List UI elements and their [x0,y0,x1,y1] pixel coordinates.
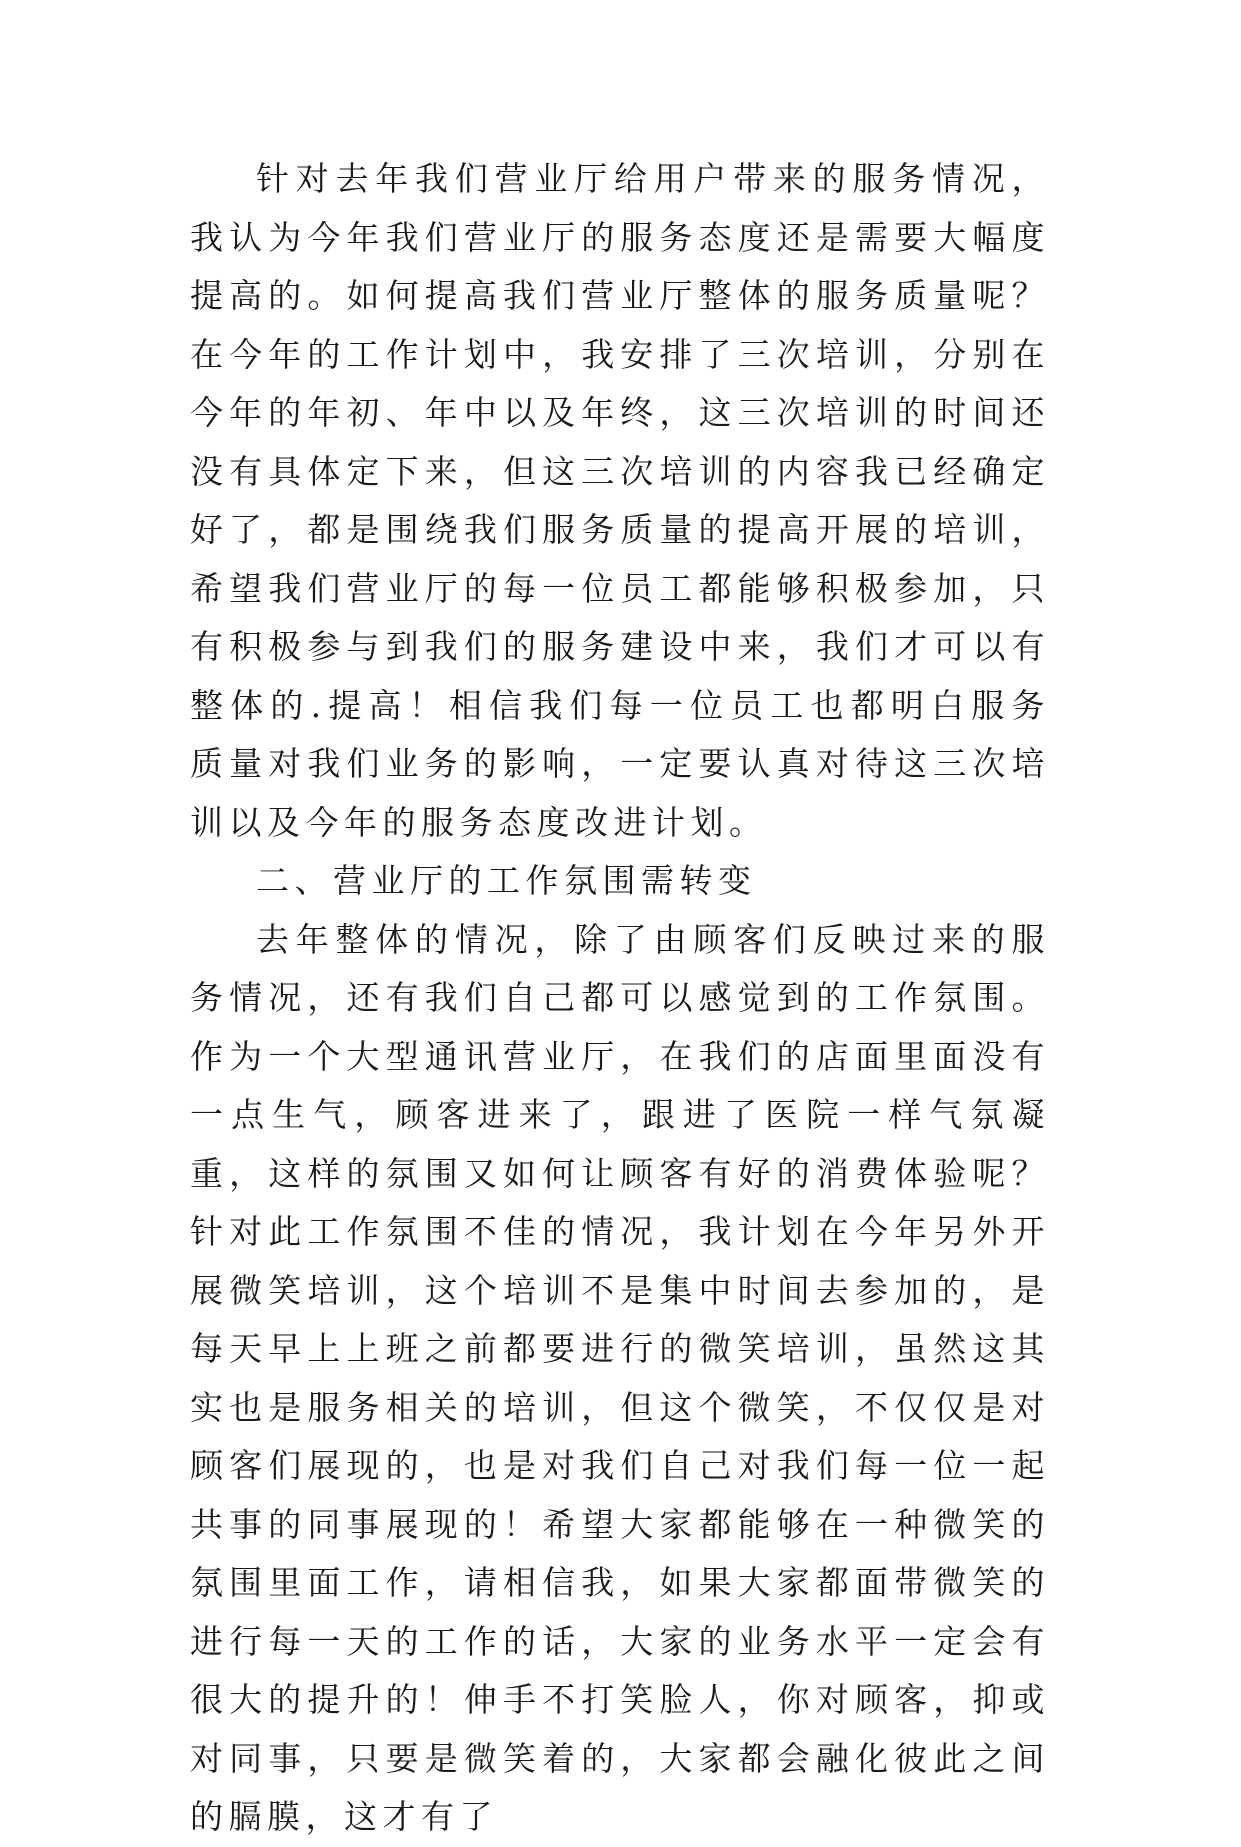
section-heading-work-atmosphere: 二、营业厅的工作氛围需转变 [256,861,757,900]
paragraph-work-atmosphere: 去年整体的情况，除了由顾客们反映过来的服务情况，还有我们自己都可以感觉到的工作氛围。作为一个大型通讯营业厅，在我们的店面里面没有一点生气，顾客进来了，跟进了医院一样气氛凝重，这样的氛围又如何让顾客有好的消费体验呢？针对此工作氛围不佳的情况，我计划在今年另外开展微笑培训，这个培训不是集中时间去参加的，是每天早上上班之前都要进行的微笑培训，虽然这其实也是服务相关的培训，但这个微笑，不仅仅是对顾客们展现的，也是对我们自己对我们每一位一起共事的同事展现的！希望大家都能够在一种微笑的氛围里面工作，请相信我，如果大家都面带微笑的进行每一天的工作的话，大家的业务水平一定会有很大的提升的！伸手不打笑脸人，你对顾客，抑或对同事，只要是微笑着的，大家都会融化彼此之间的膈膜，这才有了 [190,919,1050,1836]
paragraph-service-training: 针对去年我们营业厅给用户带来的服务情况，我认为今年我们营业厅的服务态度还是需要大幅度提高的。如何提高我们营业厅整体的服务质量呢？在今年的工作计划中，我安排了三次培训，分别在今年的年初、年中以及年终，这三次培训的时间还没有具体定下来，但这三次培训的内容我已经确定好了，都是围绕我们服务质量的提高开展的培训，希望我们营业厅的每一位员工都能够积极参加，只有积极参与到我们的服务建设中来，我们才可以有整体的.提高！相信我们每一位员工也都明白服务质量对我们业务的影响，一定要认真对待这三次培训以及今年的服务态度改进计划。 [190,159,1050,842]
document-body [190,150,1050,1847]
